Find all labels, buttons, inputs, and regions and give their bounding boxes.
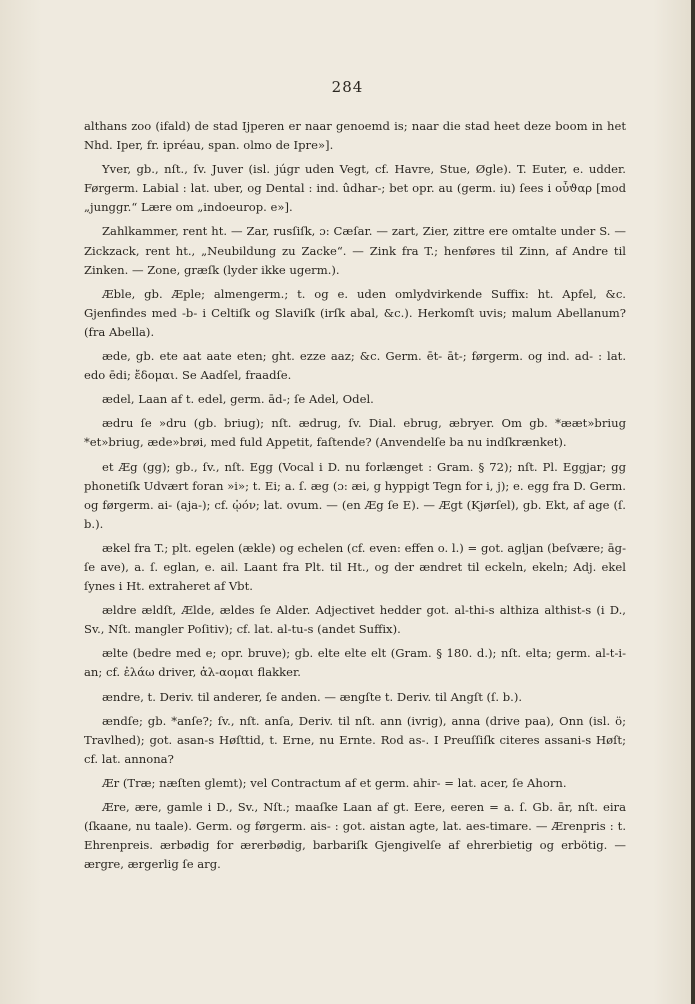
paragraph: Zahlkammer, rent ht. — Zar, rusſiſk, ɔ: Cæſar. — zart, Zier, zittre ere omtalte under S. — Zickzack, rent ht., „Neubildung zu Zacke“. — Zink fra T.; henføres til Zinn, af Andre til Zinken. — Zone, græſk (lyder ikke ugerm.). bbox=[84, 224, 626, 277]
dictionary-text bbox=[84, 117, 626, 879]
paragraph: æde, gb. ete aat aate eten; ght. ezze aaz; &c. Germ. ēt- āt-; førgerm. og ind. ad- : lat. edo ēdi; ἔδομαι. Se Aadſel, fraadſe. bbox=[84, 349, 626, 383]
paragraph: et Æg (gg); gb., ſv., nſt. Egg (Vocal i D. nu forlænget : Gram. § 72); nſt. Pl. Eggjar; gg phonetiſk Udvært foran »i»; t. Ei; a. ſ. æg (ɔ: æi, g hyppigt Tegn for i, j); e. egg fra D. Germ. og førgerm. ai- (aja-); cf. ᾠόν; lat. ovum. — (en Æg ſe E). — Ægt (Kjørſel), gb. Ekt, af age (ſ. b.). bbox=[84, 459, 626, 531]
paragraph: ældre ældſt, Ælde, ældes ſe Alder. Adjectivet hedder got. al-thi-s althiza althist-s (i D., Sv., Nſt. mangler Poſitiv); cf. lat. al-tu-s (andet Suffix). bbox=[84, 603, 626, 637]
paragraph: ændre, t. Deriv. til anderer, ſe anden. — ængſte t. Deriv. til Angſt (ſ. b.). bbox=[102, 689, 523, 704]
page-number: 284 bbox=[331, 78, 364, 96]
paragraph: ædru ſe »dru (gb. briug); nſt. ædrug, ſv. Dial. ebrug, æbryer. Om gb. *ææt»briug *et»briug, æde»brøi, med fuld Appetit, faſtende? (Anvendelſe ba nu indſkrænket). bbox=[84, 416, 626, 450]
paragraph: ækel fra T.; plt. egelen (ækle) og echelen (cf. even: effen o. l.) = got. agljan (beſvære; āg- ſe ave), a. ſ. eglan, e. ail. Laant fra Plt. til Ht., og der ændret til eckeln, ekeln; Adj. ekel ſynes i Ht. extraheret af Vbt. bbox=[84, 540, 626, 594]
page-edge bbox=[691, 0, 695, 1004]
paragraph: ædel, Laan af t. edel, germ. ād-; ſe Adel, Odel. bbox=[102, 392, 374, 407]
paragraph: Ær (Træ; næſten glemt); vel Contractum af et germ. ahir- = lat. acer, ſe Ahorn. bbox=[102, 775, 567, 790]
paragraph: althans zoo (ifald) de stad Ijperen er naar genoemd is; naar die stad heet deze boom in het Nhd. Iper, fr. ipréau, span. olmo de Ipre»]. bbox=[84, 119, 626, 153]
paragraph: ændſe; gb. *anſe?; ſv., nſt. anſa, Deriv. til nſt. ann (ivrig), anna (drive paa), Onn (isl. ö; Travlhed); got. asan-s Høſttid, t. Erne, nu Ernte. Rod as-. I Preuſſiſk citeres assani-s Høſt; cf. lat. annona? bbox=[84, 713, 626, 766]
paragraph: ælte (bedre med e; opr. bruve); gb. elte elte elt (Gram. § 180. d.); nſt. elta; germ. al-t-i-an; cf. ἐλάω driver, ἀλ-αομαι flakker. bbox=[84, 646, 626, 680]
paragraph: Æble, gb. Æple; almengerm.; t. og e. uden omlydvirkende Suffix: ht. Apfel, &c. Gjenfindes med -b- i Celtiſk og Slaviſk (irſk abal, &c.). Herkomſt uvis; malum Abellanum? (fra Abella). bbox=[84, 286, 626, 339]
paragraph: Ære, ære, gamle i D., Sv., Nſt.; maaſke Laan af gt. Eere, eeren = a. ſ. Gb. ār, nſt. eira (ſkaane, nu taale). Germ. og førgerm. ais- : got. aistan agte, lat. aes-timare. — Ærenpris : t. Ehrenpreis. ærbødig for ærerbødig, barbariſk Gjengivelſe af ehrerbietig og erbötig. — ærgre, ærgerlig ſe arg. bbox=[84, 800, 626, 872]
paragraph: Yver, gb., nſt., ſv. Juver (isl. júgr uden Vegt, cf. Havre, Stue, Øgle). T. Euter, e. udder. Førgerm. Labial : lat. uber, og Dental : ind. ûdhar-; bet opr. au (germ. iu) ſees i οὖϑαρ [mod „junggr.“ Lære om „indoeurop. e»]. bbox=[84, 162, 626, 215]
